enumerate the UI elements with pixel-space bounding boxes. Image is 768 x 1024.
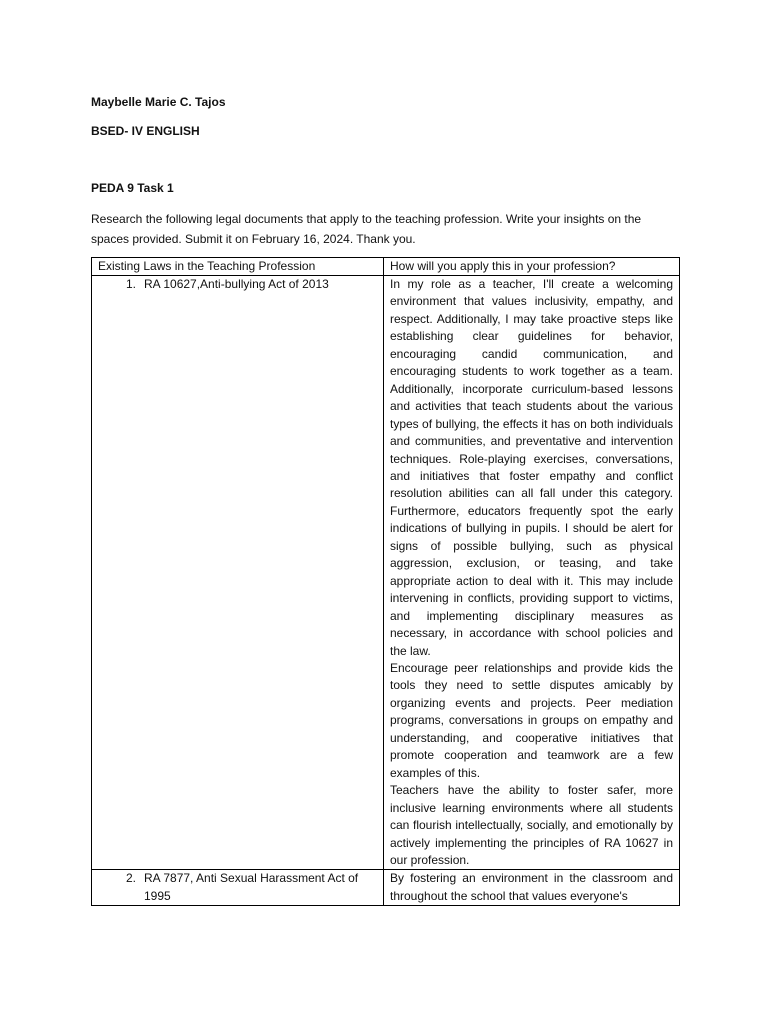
application-paragraph: By fostering an environment in the classroom and throughout the school that values everyone's <box>390 871 673 903</box>
table-header-row <box>92 258 680 276</box>
table-row <box>92 870 680 906</box>
law-number: 1. <box>125 277 136 291</box>
column-header-laws: Existing Laws in the Teaching Profession <box>92 258 384 276</box>
law-number: 2. <box>125 871 136 886</box>
application-cell <box>384 870 680 906</box>
task-instructions: Research the following legal documents that apply to the teaching profession. Write your insights on the spaces provided. Submit it on February 16, 2024. Thank you. <box>91 212 642 246</box>
course-label: BSED- IV ENGLISH <box>91 124 200 138</box>
column-header-application: How will you apply this in your profession? <box>384 258 680 276</box>
law-name: RA 7877, Anti Sexual Harassment Act of 1995 <box>144 871 359 903</box>
table-row <box>92 276 680 870</box>
student-name: Maybelle Marie C. Tajos <box>91 95 226 109</box>
law-cell <box>92 870 384 906</box>
application-cell <box>384 276 680 870</box>
law-name: RA 10627,Anti-bullying Act of 2013 <box>144 277 329 291</box>
laws-table <box>91 257 680 906</box>
law-cell <box>92 276 384 870</box>
application-paragraph: Encourage peer relationships and provide kids the tools they need to settle disputes amicably by organizing events and projects. Peer mediation programs, conversations in groups on empathy and understanding, and cooperative initiatives that promote cooperation and teamwork are a few examples of this. <box>390 660 673 780</box>
task-title: PEDA 9 Task 1 <box>91 181 174 195</box>
application-paragraph: Teachers have the ability to foster safer, more inclusive learning environments where all students can flourish intellectually, socially, and emotionally by actively implementing the principles of RA 10627 in our profession. <box>390 783 673 867</box>
application-paragraph: In my role as a teacher, I'll create a welcoming environment that values inclusivity, empathy, and respect. Additionally, I may take proactive steps like establishing clear guidelines for behavior, encouraging candid communication, and encouraging students to work together as a team. Additionally, incorporate curriculum-based lessons and activities that teach students about the various types of bullying, the effects it has on both individuals and communities, and preventative and intervention techniques. Role-playing exercises, conversations, and initiatives that foster empathy and conflict resolution abilities can all fall under this category. Furthermore, educators frequently spot the early indications of bullying in pupils. I should be alert for signs of possible bullying, such as physical aggression, exclusion, or teasing, and take appropriate action to deal with it. This may include intervening in conflicts, providing support to victims, and implementing disciplinary measures as necessary, in accordance with school policies and the law. <box>390 277 673 658</box>
